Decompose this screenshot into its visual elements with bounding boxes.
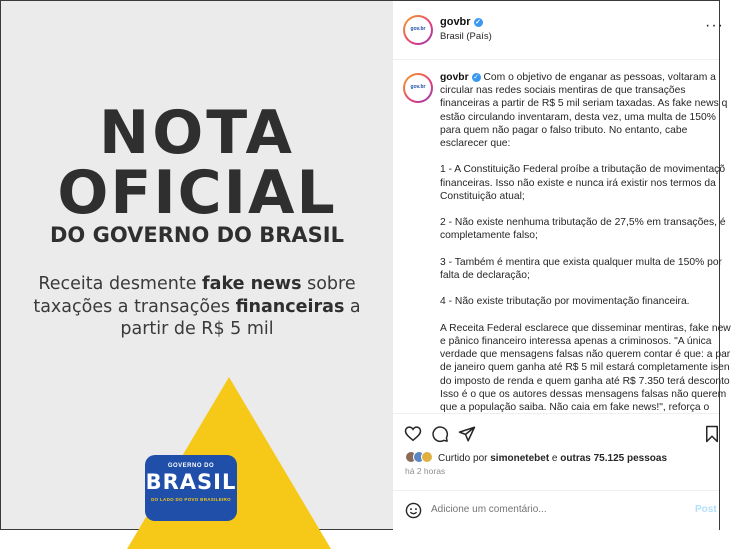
- caption-text: [440, 71, 740, 441]
- caption-closing-line: A Receita Federal esclarece que disseminar mentiras, fake new: [440, 322, 731, 334]
- likes-prefix: Curtido por: [438, 453, 491, 464]
- caption-closing-line: que a população saiba. Não caia em fake news!", reforça o: [440, 402, 710, 413]
- governo-brasil-logo: [145, 455, 237, 521]
- emoji-icon[interactable]: [405, 502, 422, 519]
- header-username[interactable]: govbr ✓: [440, 16, 481, 28]
- likes-connector: e: [549, 453, 561, 464]
- caption-line: Com o objetivo de enganar as pessoas, voltaram a: [483, 72, 716, 83]
- logo-top-text: GOVERNO DO: [167, 463, 215, 469]
- caption-item-1: 1 - A Constituição Federal proíbe a tributação de movimentaçõ: [440, 164, 726, 176]
- post-actions-section: [393, 413, 719, 530]
- caption-item-1: financeiras. Isso não existe e nunca irá existir nos termos da: [440, 177, 716, 189]
- caption-avatar[interactable]: [403, 73, 433, 103]
- caption-username[interactable]: govbr: [440, 72, 469, 83]
- caption-line: circular nas redes sociais mentiras de que transações: [440, 85, 686, 97]
- avatar[interactable]: [403, 15, 433, 45]
- logo-sub-text: DO LADO DO POVO BRASILEIRO: [151, 497, 231, 502]
- post-header: [393, 1, 724, 60]
- govbr-logo-icon: gov.br: [410, 26, 426, 32]
- caption-item-1: Constituição atual;: [440, 190, 525, 202]
- bookmark-icon[interactable]: [705, 425, 719, 443]
- caption-item-3: falta de declaração;: [440, 270, 530, 281]
- likes-summary[interactable]: [405, 451, 667, 464]
- poster-subtitle: Receita desmente fake news sobre taxações a transações financeiras a partir de R$ 5 mil: [33, 274, 361, 339]
- caption-closing-line: Isso é o que os autores dessas mensagens falsas não querem: [440, 388, 727, 400]
- post-comment-button[interactable]: Post: [695, 504, 717, 515]
- heart-icon[interactable]: [404, 425, 422, 442]
- more-horizontal-icon[interactable]: ···: [705, 17, 724, 34]
- verified-badge-icon: ✓: [473, 74, 480, 81]
- caption-item-4: 4 - Não existe tributação por movimentação financeira.: [440, 296, 690, 308]
- caption-closing-line: de janeiro quem ganha até R$ 5 mil estará completamente isen: [440, 362, 730, 374]
- share-icon[interactable]: [458, 425, 476, 443]
- liked-by-username[interactable]: simonetebet: [490, 453, 550, 464]
- poster-title-oficial: OFICIAL: [57, 158, 337, 228]
- caption-closing-line: do imposto de renda e quem ganha até R$ 7.350 terá desconto: [440, 375, 730, 387]
- verified-badge-icon: ✓: [475, 19, 481, 26]
- post-details-panel: [393, 1, 731, 529]
- caption-line: para quem não pagar o falso tributo. No entanto, cabe: [440, 124, 688, 136]
- liker-avatars: [405, 451, 435, 463]
- comment-bar: [393, 490, 719, 531]
- post-timestamp[interactable]: há 2 horas: [405, 466, 446, 476]
- govbr-logo-icon: gov.br: [410, 84, 426, 90]
- caption-line: estão circulando inventaram, desta vez, uma multa de 150%: [440, 111, 716, 123]
- caption-line: esclarecer que:: [440, 138, 511, 150]
- liker-avatar: [421, 451, 433, 463]
- caption-item-2: completamente falso;: [440, 230, 538, 242]
- caption-line: financeiras a partir de R$ 5 mil seriam taxadas. As fake news q: [440, 98, 728, 110]
- comment-input[interactable]: [431, 504, 671, 515]
- caption-closing-line: e pânico financeiro interessa apenas a criminosos. "A única: [440, 335, 712, 347]
- poster-title-nota: NOTA: [99, 98, 295, 168]
- caption-item-2: 2 - Não existe nenhuma tributação de 27,5% em transações, é: [440, 217, 726, 229]
- header-location[interactable]: Brasil (País): [440, 31, 492, 42]
- caption-item-3: 3 - Também é mentira que exista qualquer multa de 150% por: [440, 256, 722, 268]
- caption-closing-line: verdade que mensagens falsas não querem contar é que: a par: [440, 349, 731, 361]
- logo-main-text: BRASIL: [145, 470, 237, 494]
- liked-by-others[interactable]: outras 75.125 pessoas: [560, 453, 668, 464]
- poster-title-governo: DO GOVERNO DO BRASIL: [50, 223, 344, 247]
- post-image[interactable]: [1, 1, 393, 529]
- comment-icon[interactable]: [431, 425, 449, 443]
